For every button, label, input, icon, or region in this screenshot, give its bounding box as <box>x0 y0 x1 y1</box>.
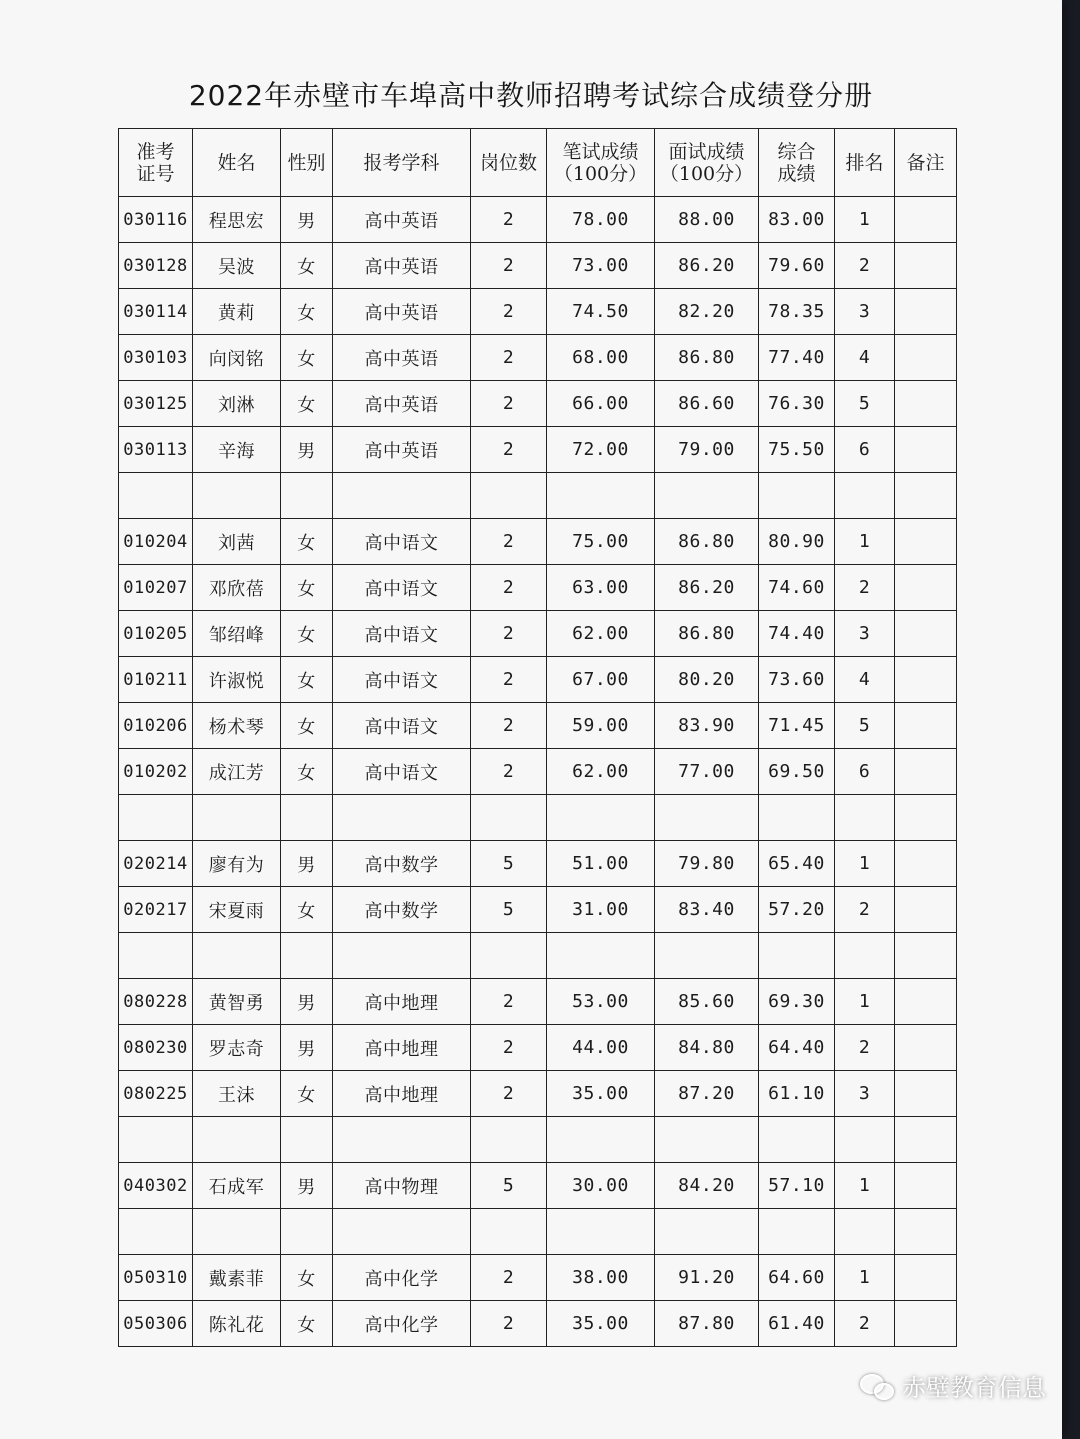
cell-note <box>895 1163 957 1209</box>
cell-name: 陈礼花 <box>193 1301 281 1347</box>
cell-sex: 女 <box>281 1301 333 1347</box>
cell-interview: 77.00 <box>655 749 759 795</box>
cell-note <box>895 519 957 565</box>
cell-note <box>895 1255 957 1301</box>
empty-cell <box>471 933 547 979</box>
table-row <box>119 243 957 289</box>
table-row <box>119 1301 957 1347</box>
score-table <box>118 128 957 1347</box>
cell-written: 53.00 <box>547 979 655 1025</box>
cell-written: 30.00 <box>547 1163 655 1209</box>
cell-posts: 2 <box>471 565 547 611</box>
header-id: 准考证号 <box>119 129 193 197</box>
empty-cell <box>471 1117 547 1163</box>
separator-row <box>119 1209 957 1255</box>
cell-written: 59.00 <box>547 703 655 749</box>
header-interview: 面试成绩（100分） <box>655 129 759 197</box>
cell-interview: 85.60 <box>655 979 759 1025</box>
cell-name: 黄智勇 <box>193 979 281 1025</box>
empty-cell <box>895 473 957 519</box>
cell-written: 72.00 <box>547 427 655 473</box>
cell-sex: 男 <box>281 1025 333 1071</box>
empty-cell <box>655 1117 759 1163</box>
cell-total: 76.30 <box>759 381 835 427</box>
cell-subject: 高中语文 <box>333 657 471 703</box>
cell-note <box>895 1071 957 1117</box>
empty-cell <box>655 795 759 841</box>
cell-id: 030113 <box>119 427 193 473</box>
cell-rank: 4 <box>835 335 895 381</box>
table-row <box>119 335 957 381</box>
cell-note <box>895 243 957 289</box>
cell-total: 64.60 <box>759 1255 835 1301</box>
cell-subject: 高中数学 <box>333 841 471 887</box>
empty-cell <box>471 795 547 841</box>
cell-id: 010205 <box>119 611 193 657</box>
cell-written: 62.00 <box>547 749 655 795</box>
cell-rank: 6 <box>835 749 895 795</box>
empty-cell <box>835 1209 895 1255</box>
empty-cell <box>333 795 471 841</box>
cell-interview: 86.20 <box>655 243 759 289</box>
wechat-icon <box>860 1372 894 1400</box>
empty-cell <box>759 795 835 841</box>
cell-written: 74.50 <box>547 289 655 335</box>
header-total: 综合成绩 <box>759 129 835 197</box>
cell-total: 64.40 <box>759 1025 835 1071</box>
cell-total: 61.10 <box>759 1071 835 1117</box>
cell-rank: 4 <box>835 657 895 703</box>
empty-cell <box>193 795 281 841</box>
empty-cell <box>333 933 471 979</box>
cell-name: 石成军 <box>193 1163 281 1209</box>
cell-total: 61.40 <box>759 1301 835 1347</box>
cell-rank: 1 <box>835 1255 895 1301</box>
separator-row <box>119 473 957 519</box>
cell-id: 020214 <box>119 841 193 887</box>
table-row <box>119 749 957 795</box>
cell-id: 080230 <box>119 1025 193 1071</box>
cell-id: 030125 <box>119 381 193 427</box>
empty-cell <box>759 1209 835 1255</box>
empty-cell <box>835 473 895 519</box>
cell-id: 010204 <box>119 519 193 565</box>
cell-posts: 2 <box>471 197 547 243</box>
cell-rank: 5 <box>835 703 895 749</box>
empty-cell <box>895 795 957 841</box>
cell-total: 57.10 <box>759 1163 835 1209</box>
cell-name: 邓欣蓓 <box>193 565 281 611</box>
empty-cell <box>471 473 547 519</box>
cell-posts: 2 <box>471 519 547 565</box>
empty-cell <box>835 1117 895 1163</box>
table-header-row <box>119 129 957 197</box>
cell-rank: 3 <box>835 289 895 335</box>
table-body <box>119 197 957 1347</box>
header-note: 备注 <box>895 129 957 197</box>
cell-subject: 高中地理 <box>333 979 471 1025</box>
cell-total: 69.30 <box>759 979 835 1025</box>
cell-posts: 2 <box>471 1071 547 1117</box>
cell-posts: 2 <box>471 243 547 289</box>
cell-name: 辛海 <box>193 427 281 473</box>
empty-cell <box>471 1209 547 1255</box>
cell-sex: 女 <box>281 1255 333 1301</box>
cell-sex: 男 <box>281 427 333 473</box>
table-row <box>119 611 957 657</box>
document-title: 2022年赤壁市车埠高中教师招聘考试综合成绩登分册 <box>188 79 874 112</box>
cell-name: 宋夏雨 <box>193 887 281 933</box>
cell-subject: 高中英语 <box>333 289 471 335</box>
empty-cell <box>193 933 281 979</box>
empty-cell <box>333 1209 471 1255</box>
cell-id: 010211 <box>119 657 193 703</box>
cell-note <box>895 427 957 473</box>
cell-sex: 男 <box>281 979 333 1025</box>
table-row <box>119 841 957 887</box>
cell-interview: 87.80 <box>655 1301 759 1347</box>
empty-cell <box>759 933 835 979</box>
empty-cell <box>281 473 333 519</box>
header-name: 姓名 <box>193 129 281 197</box>
empty-cell <box>895 1117 957 1163</box>
cell-written: 35.00 <box>547 1071 655 1117</box>
cell-name: 王沫 <box>193 1071 281 1117</box>
cell-interview: 83.90 <box>655 703 759 749</box>
cell-interview: 80.20 <box>655 657 759 703</box>
cell-note <box>895 381 957 427</box>
cell-total: 74.60 <box>759 565 835 611</box>
table-row <box>119 657 957 703</box>
cell-note <box>895 841 957 887</box>
cell-rank: 2 <box>835 887 895 933</box>
cell-written: 35.00 <box>547 1301 655 1347</box>
cell-note <box>895 565 957 611</box>
empty-cell <box>547 933 655 979</box>
cell-total: 57.20 <box>759 887 835 933</box>
cell-id: 010202 <box>119 749 193 795</box>
cell-rank: 2 <box>835 1301 895 1347</box>
cell-note <box>895 1301 957 1347</box>
cell-posts: 2 <box>471 1025 547 1071</box>
header-posts: 岗位数 <box>471 129 547 197</box>
cell-sex: 女 <box>281 657 333 703</box>
cell-subject: 高中地理 <box>333 1025 471 1071</box>
cell-posts: 2 <box>471 703 547 749</box>
empty-cell <box>193 473 281 519</box>
cell-subject: 高中地理 <box>333 1071 471 1117</box>
table-row <box>119 887 957 933</box>
empty-cell <box>119 795 193 841</box>
cell-rank: 1 <box>835 519 895 565</box>
cell-id: 030114 <box>119 289 193 335</box>
empty-cell <box>655 933 759 979</box>
cell-interview: 86.80 <box>655 335 759 381</box>
cell-note <box>895 611 957 657</box>
empty-cell <box>193 1117 281 1163</box>
empty-cell <box>547 795 655 841</box>
cell-total: 65.40 <box>759 841 835 887</box>
cell-interview: 86.80 <box>655 611 759 657</box>
cell-written: 66.00 <box>547 381 655 427</box>
cell-written: 63.00 <box>547 565 655 611</box>
cell-written: 68.00 <box>547 335 655 381</box>
separator-row <box>119 1117 957 1163</box>
cell-subject: 高中语文 <box>333 611 471 657</box>
cell-subject: 高中语文 <box>333 519 471 565</box>
cell-total: 74.40 <box>759 611 835 657</box>
cell-posts: 5 <box>471 1163 547 1209</box>
cell-name: 黄莉 <box>193 289 281 335</box>
empty-cell <box>835 933 895 979</box>
cell-posts: 2 <box>471 1301 547 1347</box>
cell-rank: 5 <box>835 381 895 427</box>
cell-subject: 高中数学 <box>333 887 471 933</box>
cell-posts: 2 <box>471 1255 547 1301</box>
cell-subject: 高中英语 <box>333 243 471 289</box>
cell-sex: 女 <box>281 611 333 657</box>
cell-rank: 3 <box>835 611 895 657</box>
empty-cell <box>119 1209 193 1255</box>
table-row <box>119 381 957 427</box>
cell-subject: 高中语文 <box>333 565 471 611</box>
cell-id: 050310 <box>119 1255 193 1301</box>
cell-rank: 2 <box>835 1025 895 1071</box>
empty-cell <box>547 1209 655 1255</box>
cell-posts: 2 <box>471 427 547 473</box>
cell-note <box>895 979 957 1025</box>
cell-posts: 5 <box>471 841 547 887</box>
cell-rank: 1 <box>835 979 895 1025</box>
cell-sex: 女 <box>281 381 333 427</box>
cell-name: 程思宏 <box>193 197 281 243</box>
header-subject: 报考学科 <box>333 129 471 197</box>
cell-written: 75.00 <box>547 519 655 565</box>
cell-total: 75.50 <box>759 427 835 473</box>
cell-sex: 女 <box>281 335 333 381</box>
watermark <box>860 1368 1046 1403</box>
cell-posts: 2 <box>471 289 547 335</box>
empty-cell <box>281 933 333 979</box>
cell-written: 38.00 <box>547 1255 655 1301</box>
cell-name: 许淑悦 <box>193 657 281 703</box>
cell-total: 69.50 <box>759 749 835 795</box>
cell-subject: 高中语文 <box>333 749 471 795</box>
cell-rank: 1 <box>835 1163 895 1209</box>
empty-cell <box>119 933 193 979</box>
header-sex: 性别 <box>281 129 333 197</box>
cell-posts: 2 <box>471 749 547 795</box>
cell-subject: 高中英语 <box>333 427 471 473</box>
table-row <box>119 427 957 473</box>
cell-total: 71.45 <box>759 703 835 749</box>
cell-note <box>895 197 957 243</box>
empty-cell <box>759 1117 835 1163</box>
cell-rank: 6 <box>835 427 895 473</box>
cell-posts: 2 <box>471 335 547 381</box>
header-written: 笔试成绩（100分） <box>547 129 655 197</box>
cell-name: 戴素菲 <box>193 1255 281 1301</box>
cell-subject: 高中化学 <box>333 1255 471 1301</box>
cell-sex: 女 <box>281 289 333 335</box>
table-row <box>119 1255 957 1301</box>
cell-id: 080225 <box>119 1071 193 1117</box>
table-row <box>119 1071 957 1117</box>
cell-sex: 女 <box>281 243 333 289</box>
cell-rank: 3 <box>835 1071 895 1117</box>
watermark-text: 赤壁教育信息 <box>902 1374 1046 1402</box>
cell-interview: 86.80 <box>655 519 759 565</box>
cell-posts: 2 <box>471 979 547 1025</box>
cell-interview: 88.00 <box>655 197 759 243</box>
cell-sex: 男 <box>281 1163 333 1209</box>
cell-written: 31.00 <box>547 887 655 933</box>
cell-written: 67.00 <box>547 657 655 703</box>
cell-name: 邹绍峰 <box>193 611 281 657</box>
cell-total: 78.35 <box>759 289 835 335</box>
cell-id: 020217 <box>119 887 193 933</box>
cell-name: 成江芳 <box>193 749 281 795</box>
cell-posts: 5 <box>471 887 547 933</box>
cell-note <box>895 289 957 335</box>
cell-sex: 女 <box>281 749 333 795</box>
cell-posts: 2 <box>471 611 547 657</box>
empty-cell <box>119 473 193 519</box>
table-row <box>119 565 957 611</box>
cell-interview: 82.20 <box>655 289 759 335</box>
cell-interview: 84.80 <box>655 1025 759 1071</box>
empty-cell <box>895 933 957 979</box>
cell-id: 030128 <box>119 243 193 289</box>
cell-sex: 女 <box>281 565 333 611</box>
empty-cell <box>281 1117 333 1163</box>
cell-posts: 2 <box>471 381 547 427</box>
cell-sex: 女 <box>281 519 333 565</box>
cell-total: 83.00 <box>759 197 835 243</box>
cell-rank: 2 <box>835 565 895 611</box>
empty-cell <box>759 473 835 519</box>
empty-cell <box>281 1209 333 1255</box>
empty-cell <box>193 1209 281 1255</box>
cell-id: 030116 <box>119 197 193 243</box>
cell-total: 73.60 <box>759 657 835 703</box>
cell-subject: 高中英语 <box>333 197 471 243</box>
cell-id: 050306 <box>119 1301 193 1347</box>
cell-interview: 84.20 <box>655 1163 759 1209</box>
cell-sex: 男 <box>281 841 333 887</box>
cell-interview: 87.20 <box>655 1071 759 1117</box>
cell-sex: 女 <box>281 1071 333 1117</box>
cell-note <box>895 1025 957 1071</box>
cell-name: 廖有为 <box>193 841 281 887</box>
table-row <box>119 197 957 243</box>
cell-interview: 79.80 <box>655 841 759 887</box>
cell-interview: 79.00 <box>655 427 759 473</box>
table-row <box>119 703 957 749</box>
cell-total: 77.40 <box>759 335 835 381</box>
cell-name: 杨术琴 <box>193 703 281 749</box>
empty-cell <box>655 1209 759 1255</box>
cell-sex: 女 <box>281 703 333 749</box>
cell-subject: 高中化学 <box>333 1301 471 1347</box>
cell-id: 080228 <box>119 979 193 1025</box>
cell-sex: 女 <box>281 887 333 933</box>
cell-rank: 2 <box>835 243 895 289</box>
empty-cell <box>333 1117 471 1163</box>
cell-written: 73.00 <box>547 243 655 289</box>
cell-written: 78.00 <box>547 197 655 243</box>
cell-id: 010206 <box>119 703 193 749</box>
table-row <box>119 519 957 565</box>
cell-total: 80.90 <box>759 519 835 565</box>
empty-cell <box>655 473 759 519</box>
cell-sex: 男 <box>281 197 333 243</box>
cell-written: 44.00 <box>547 1025 655 1071</box>
cell-id: 040302 <box>119 1163 193 1209</box>
table-row <box>119 979 957 1025</box>
table-row <box>119 1025 957 1071</box>
cell-note <box>895 749 957 795</box>
header-rank: 排名 <box>835 129 895 197</box>
cell-subject: 高中英语 <box>333 381 471 427</box>
cell-note <box>895 657 957 703</box>
table-row <box>119 289 957 335</box>
table-row <box>119 1163 957 1209</box>
cell-subject: 高中语文 <box>333 703 471 749</box>
empty-cell <box>119 1117 193 1163</box>
cell-rank: 1 <box>835 841 895 887</box>
cell-total: 79.60 <box>759 243 835 289</box>
cell-subject: 高中物理 <box>333 1163 471 1209</box>
cell-rank: 1 <box>835 197 895 243</box>
cell-note <box>895 703 957 749</box>
cell-name: 吴波 <box>193 243 281 289</box>
cell-note <box>895 335 957 381</box>
cell-subject: 高中英语 <box>333 335 471 381</box>
cell-name: 罗志奇 <box>193 1025 281 1071</box>
separator-row <box>119 933 957 979</box>
cell-name: 向闵铭 <box>193 335 281 381</box>
cell-id: 030103 <box>119 335 193 381</box>
cell-id: 010207 <box>119 565 193 611</box>
cell-interview: 83.40 <box>655 887 759 933</box>
cell-interview: 86.60 <box>655 381 759 427</box>
separator-row <box>119 795 957 841</box>
cell-written: 51.00 <box>547 841 655 887</box>
empty-cell <box>835 795 895 841</box>
cell-written: 62.00 <box>547 611 655 657</box>
empty-cell <box>547 473 655 519</box>
cell-name: 刘茜 <box>193 519 281 565</box>
empty-cell <box>281 795 333 841</box>
cell-interview: 86.20 <box>655 565 759 611</box>
cell-interview: 91.20 <box>655 1255 759 1301</box>
empty-cell <box>547 1117 655 1163</box>
cell-posts: 2 <box>471 657 547 703</box>
empty-cell <box>333 473 471 519</box>
cell-name: 刘淋 <box>193 381 281 427</box>
cell-note <box>895 887 957 933</box>
empty-cell <box>895 1209 957 1255</box>
